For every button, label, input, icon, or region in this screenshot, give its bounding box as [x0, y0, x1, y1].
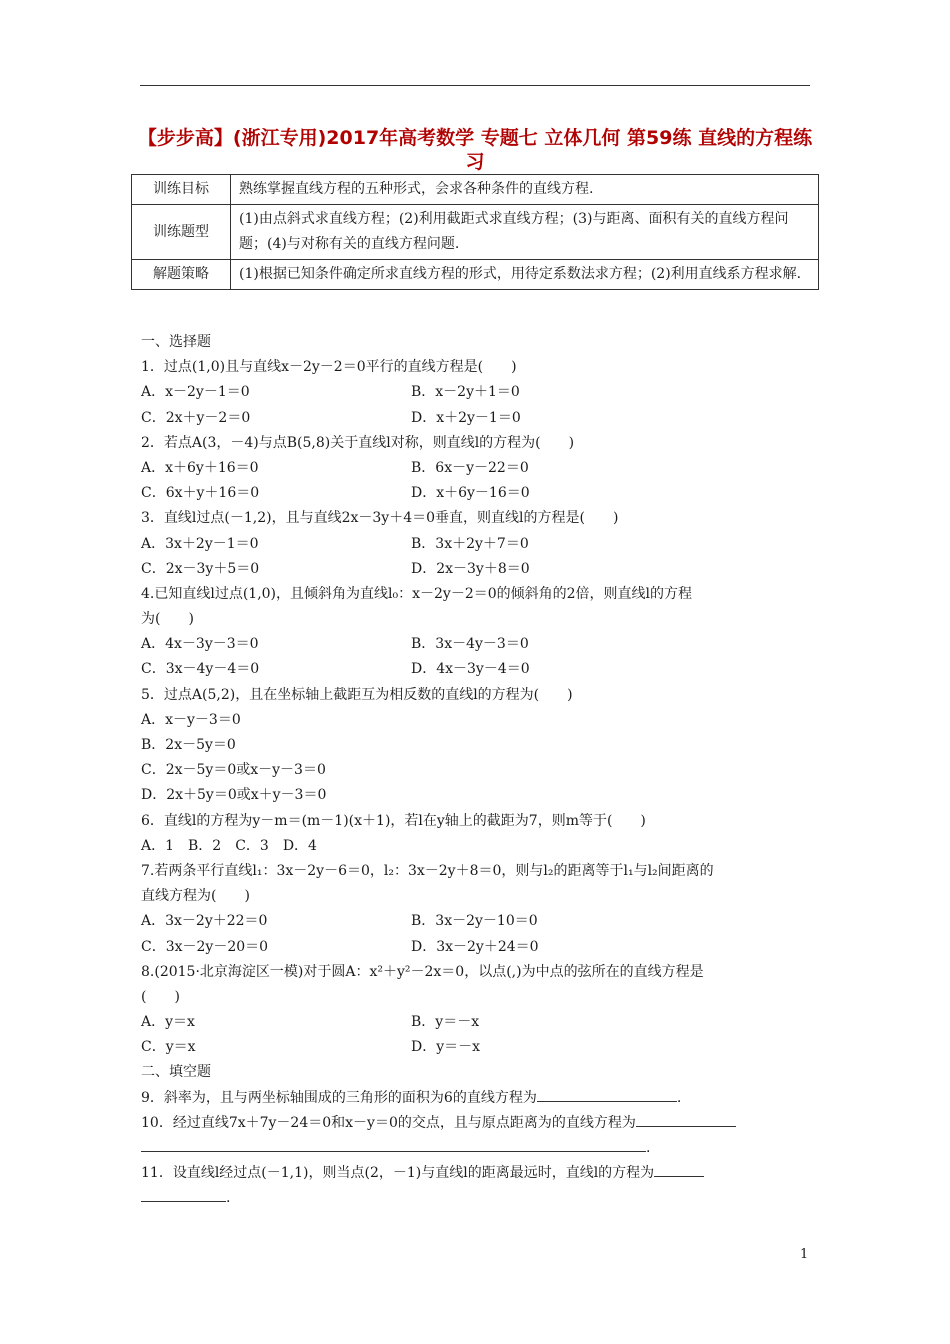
q5-option-c: C．2x－5y＝0或x－y－3＝0 — [141, 762, 326, 779]
question-2-stem: 2．若点A(3，－4)与点B(5,8)关于直线l对称，则直线l的方程为( ) — [141, 434, 575, 451]
q4-option-b: B．3x－4y－3＝0 — [411, 636, 529, 653]
table-row — [132, 260, 819, 290]
question-8-stem: 8.(2015·北京海淀区一模)对于圆A：x²＋y²－2x＝0，以点(,)为中点的弦所在的直线方程是 — [141, 963, 704, 980]
row-label: 解题策略 — [132, 260, 231, 290]
question-9-stem: 9．斜率为，且与两坐标轴围成的三角形的面积为6的直线方程为 — [141, 1089, 537, 1106]
q1-option-c: C．2x＋y－2＝0 — [141, 409, 251, 426]
question-11-cont — [141, 1186, 813, 1211]
q2-option-c: C．6x＋y＋16＝0 — [141, 485, 260, 502]
q8-option-a: A．y＝x — [141, 1014, 195, 1031]
row-text: 熟练掌握直线方程的五种形式，会求各种条件的直线方程. — [231, 175, 819, 205]
q1-option-b: B．x－2y＋1＝0 — [411, 384, 520, 401]
q7-option-d: D．3x－2y＋24＝0 — [411, 938, 539, 955]
answer-blank[interactable] — [537, 1087, 677, 1102]
question-9-end: . — [676, 1089, 682, 1106]
row-text: (1)由点斜式求直线方程；(2)利用截距式求直线方程；(3)与距离、面积有关的直线方程问题；(4)与对称有关的直线方程问题. — [231, 205, 819, 260]
question-4-stem-cont: 为( ) — [141, 611, 194, 628]
q5-option-a: A．x－y－3＝0 — [141, 711, 241, 728]
question-10 — [141, 1111, 813, 1136]
q4-option-d: D．4x－3y－4＝0 — [411, 661, 530, 678]
q3-option-c: C．2x－3y＋5＝0 — [141, 560, 260, 577]
question-7-stem-cont: 直线方程为( ) — [141, 888, 250, 905]
q2-option-b: B．6x－y－22＝0 — [411, 459, 529, 476]
section-heading: 一、选择题 — [141, 334, 211, 350]
q3-option-d: D．2x－3y＋8＝0 — [411, 560, 530, 577]
table-row — [132, 205, 819, 260]
question-6-stem: 6．直线l的方程为y－m＝(m－1)(x＋1)，若l在y轴上的截距为7，则m等于( ) — [141, 812, 646, 829]
q1-option-d: D．x＋2y－1＝0 — [411, 409, 521, 426]
question-1-stem: 1．过点(1,0)且与直线x－2y－2＝0平行的直线方程是( ) — [141, 359, 517, 376]
q1-option-a: A．x－2y－1＝0 — [141, 384, 250, 401]
q6-options: A．1 B．2 C．3 D．4 — [141, 837, 317, 854]
answer-blank-cont[interactable] — [141, 1187, 226, 1202]
q5-option-d: D．2x＋5y＝0或x＋y－3＝0 — [141, 787, 327, 804]
question-11-stem: 11．设直线l经过点(－1,1)，则当点(2，－1)与直线l的距离最远时，直线l的方程为 — [141, 1165, 655, 1182]
question-10-end: . — [646, 1140, 651, 1156]
question-11 — [141, 1161, 813, 1186]
training-info-table — [131, 174, 819, 290]
row-label: 训练题型 — [132, 205, 231, 260]
question-content — [141, 330, 813, 1212]
table-row — [132, 175, 819, 205]
row-text: (1)根据已知条件确定所求直线方程的形式，用待定系数法求方程；(2)利用直线系方程求解. — [231, 260, 819, 290]
q5-option-b: B．2x－5y＝0 — [141, 737, 236, 753]
q7-option-c: C．3x－2y－20＝0 — [141, 938, 269, 955]
header-rule — [140, 85, 810, 86]
answer-blank[interactable] — [636, 1112, 736, 1127]
q8-option-d: D．y＝－x — [411, 1039, 481, 1056]
q3-option-a: A．3x＋2y－1＝0 — [141, 535, 259, 552]
q8-option-b: B．y＝－x — [411, 1014, 480, 1031]
page-number: 1 — [800, 1247, 809, 1262]
q4-option-c: C．3x－4y－4＝0 — [141, 661, 260, 678]
q8-option-c: C．y＝x — [141, 1039, 196, 1056]
question-3-stem: 3．直线l过点(－1,2)，且与直线2x－3y＋4＝0垂直，则直线l的方程是( ) — [141, 510, 619, 527]
answer-blank[interactable] — [654, 1162, 704, 1177]
question-7-stem: 7.若两条平行直线l₁：3x－2y－6＝0，l₂：3x－2y＋8＝0，则与l₂的距离等于l₁与l₂间距离的 — [141, 862, 714, 879]
question-11-end: . — [226, 1190, 231, 1207]
section-heading: 二、填空题 — [141, 1064, 211, 1081]
q2-option-d: D．x＋6y－16＝0 — [411, 485, 530, 502]
question-10-stem: 10．经过直线7x＋7y－24＝0和x－y＝0的交点，且与原点距离为的直线方程为 — [141, 1114, 636, 1131]
question-8-stem-cont: ( ) — [141, 988, 180, 1005]
row-label: 训练目标 — [132, 175, 231, 205]
q7-option-a: A．3x－2y＋22＝0 — [141, 913, 268, 930]
q2-option-a: A．x＋6y＋16＝0 — [141, 459, 259, 476]
question-10-cont — [141, 1136, 813, 1161]
question-5-stem: 5．过点A(5,2)，且在坐标轴上截距互为相反数的直线l的方程为( ) — [141, 686, 573, 703]
page-title: 【步步高】(浙江专用)2017年高考数学 专题七 立体几何 第59练 直线的方程练习 — [137, 127, 813, 173]
q3-option-b: B．3x＋2y＋7＝0 — [411, 535, 529, 552]
q7-option-b: B．3x－2y－10＝0 — [411, 913, 538, 930]
question-4-stem: 4.已知直线l过点(1,0)，且倾斜角为直线l₀：x－2y－2＝0的倾斜角的2倍，则直线l的方程 — [141, 585, 693, 602]
answer-blank-cont[interactable] — [141, 1137, 646, 1152]
q4-option-a: A．4x－3y－3＝0 — [141, 636, 259, 653]
question-9 — [141, 1086, 813, 1111]
